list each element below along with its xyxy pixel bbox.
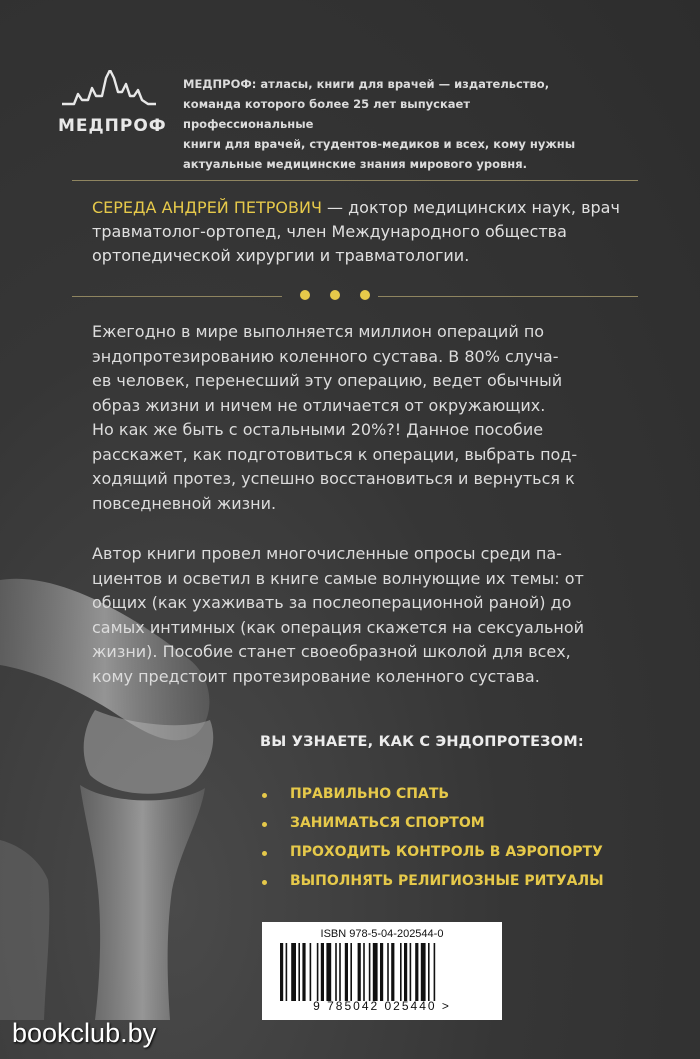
bullet-icon [262,793,267,798]
author-bio: — доктор медицинских наук, врач [321,198,620,217]
author-block [92,196,652,268]
watermark-text: bookclub.by [12,1018,157,1048]
description-paragraph-2 [92,542,648,689]
paragraph-line: Но как же быть с остальными 20%?! Данное пособие [92,420,544,439]
paragraph-line: жизни). Пособие станет своеобразной школой для всех, [92,642,571,661]
publisher-line: команда которого более 25 лет выпускает профессиональные [183,97,471,131]
bullet-icon [262,880,267,885]
publisher-line: МЕДПРОФ: атласы, книги для врачей — издательство, [183,77,550,91]
learn-item-text: ЗАНИМАТЬСЯ СПОРТОМ [290,815,485,831]
learn-list-item [262,873,604,902]
publisher-logo [58,70,168,136]
paragraph-line: повседневной жизни. [92,493,277,513]
paragraph-line: Ежегодно в мире выполняется миллион операций по [92,322,545,341]
author-line: ортопедической хирургии и травматологии. [92,246,470,265]
separator-dot [360,290,370,300]
logo-text: МЕДПРОФ [58,116,167,136]
author-line [92,196,652,220]
learn-list-item [262,844,604,873]
author-line: травматолог-ортопед, член Международного общества [92,222,567,241]
learn-item-text: ПРАВИЛЬНО СПАТЬ [290,786,450,802]
city-skyline-icon [58,70,158,110]
bullet-icon [262,851,267,856]
publisher-line: книги для врачей, студентов-медиков и всех, кому нужны [183,137,576,151]
learn-list-item [262,815,604,844]
paragraph-line: ходящий протез, успешно восстановиться и вернуться к [92,469,575,488]
paragraph-line: циентов и осветил в книге самые волнующие их темы: от [92,568,584,588]
learn-list-item [262,786,604,815]
paragraph-line: эндопротезированию коленного сустава. В 80% случа- [92,346,559,366]
learn-item-text: ПРОХОДИТЬ КОНТРОЛЬ В АЭРОПОРТУ [290,844,603,860]
barcode-number: 9 785042 025440 > [313,999,451,1013]
author-name: СЕРЕДА АНДРЕЙ ПЕТРОВИЧ [92,198,322,217]
paragraph-line: общих (как ухаживать за послеоперационной раной) до [92,593,572,612]
dots-divider-right [378,296,638,297]
separator-dot [330,290,340,300]
barcode-box [262,922,502,1020]
learn-heading: ВЫ УЗНАЕТЕ, КАК С ЭНДОПРОТЕЗОМ: [260,734,584,750]
description-paragraph-1 [92,320,648,516]
paragraph-line: Автор книги провел многочисленные опросы среди па- [92,544,562,563]
bullet-icon [262,822,267,827]
learn-list [262,786,604,902]
paragraph-line: образ жизни и ничем не отличается от окружающих. [92,395,546,415]
learn-item-text: ВЫПОЛНЯТЬ РЕЛИГИОЗНЫЕ РИТУАЛЫ [290,873,604,889]
dots-divider-left [72,296,282,297]
publisher-line: актуальные медицинские знания мирового уровня. [183,157,527,171]
paragraph-line: кому предстоит протезирование коленного сустава. [92,666,540,686]
publisher-description [183,74,583,174]
top-divider [72,180,638,181]
barcode-icon [272,943,492,1001]
paragraph-line: самых интимных (как операция скажется на сексуальной [92,617,585,637]
separator-dots [300,288,380,302]
paragraph-line: расскажет, как подготовиться к операции, выбрать под- [92,444,578,464]
separator-dot [300,290,310,300]
isbn-text: ISBN 978-5-04-202544-0 [320,928,444,940]
paragraph-line: ев человек, перенесший эту операцию, ведет обычный [92,371,563,390]
